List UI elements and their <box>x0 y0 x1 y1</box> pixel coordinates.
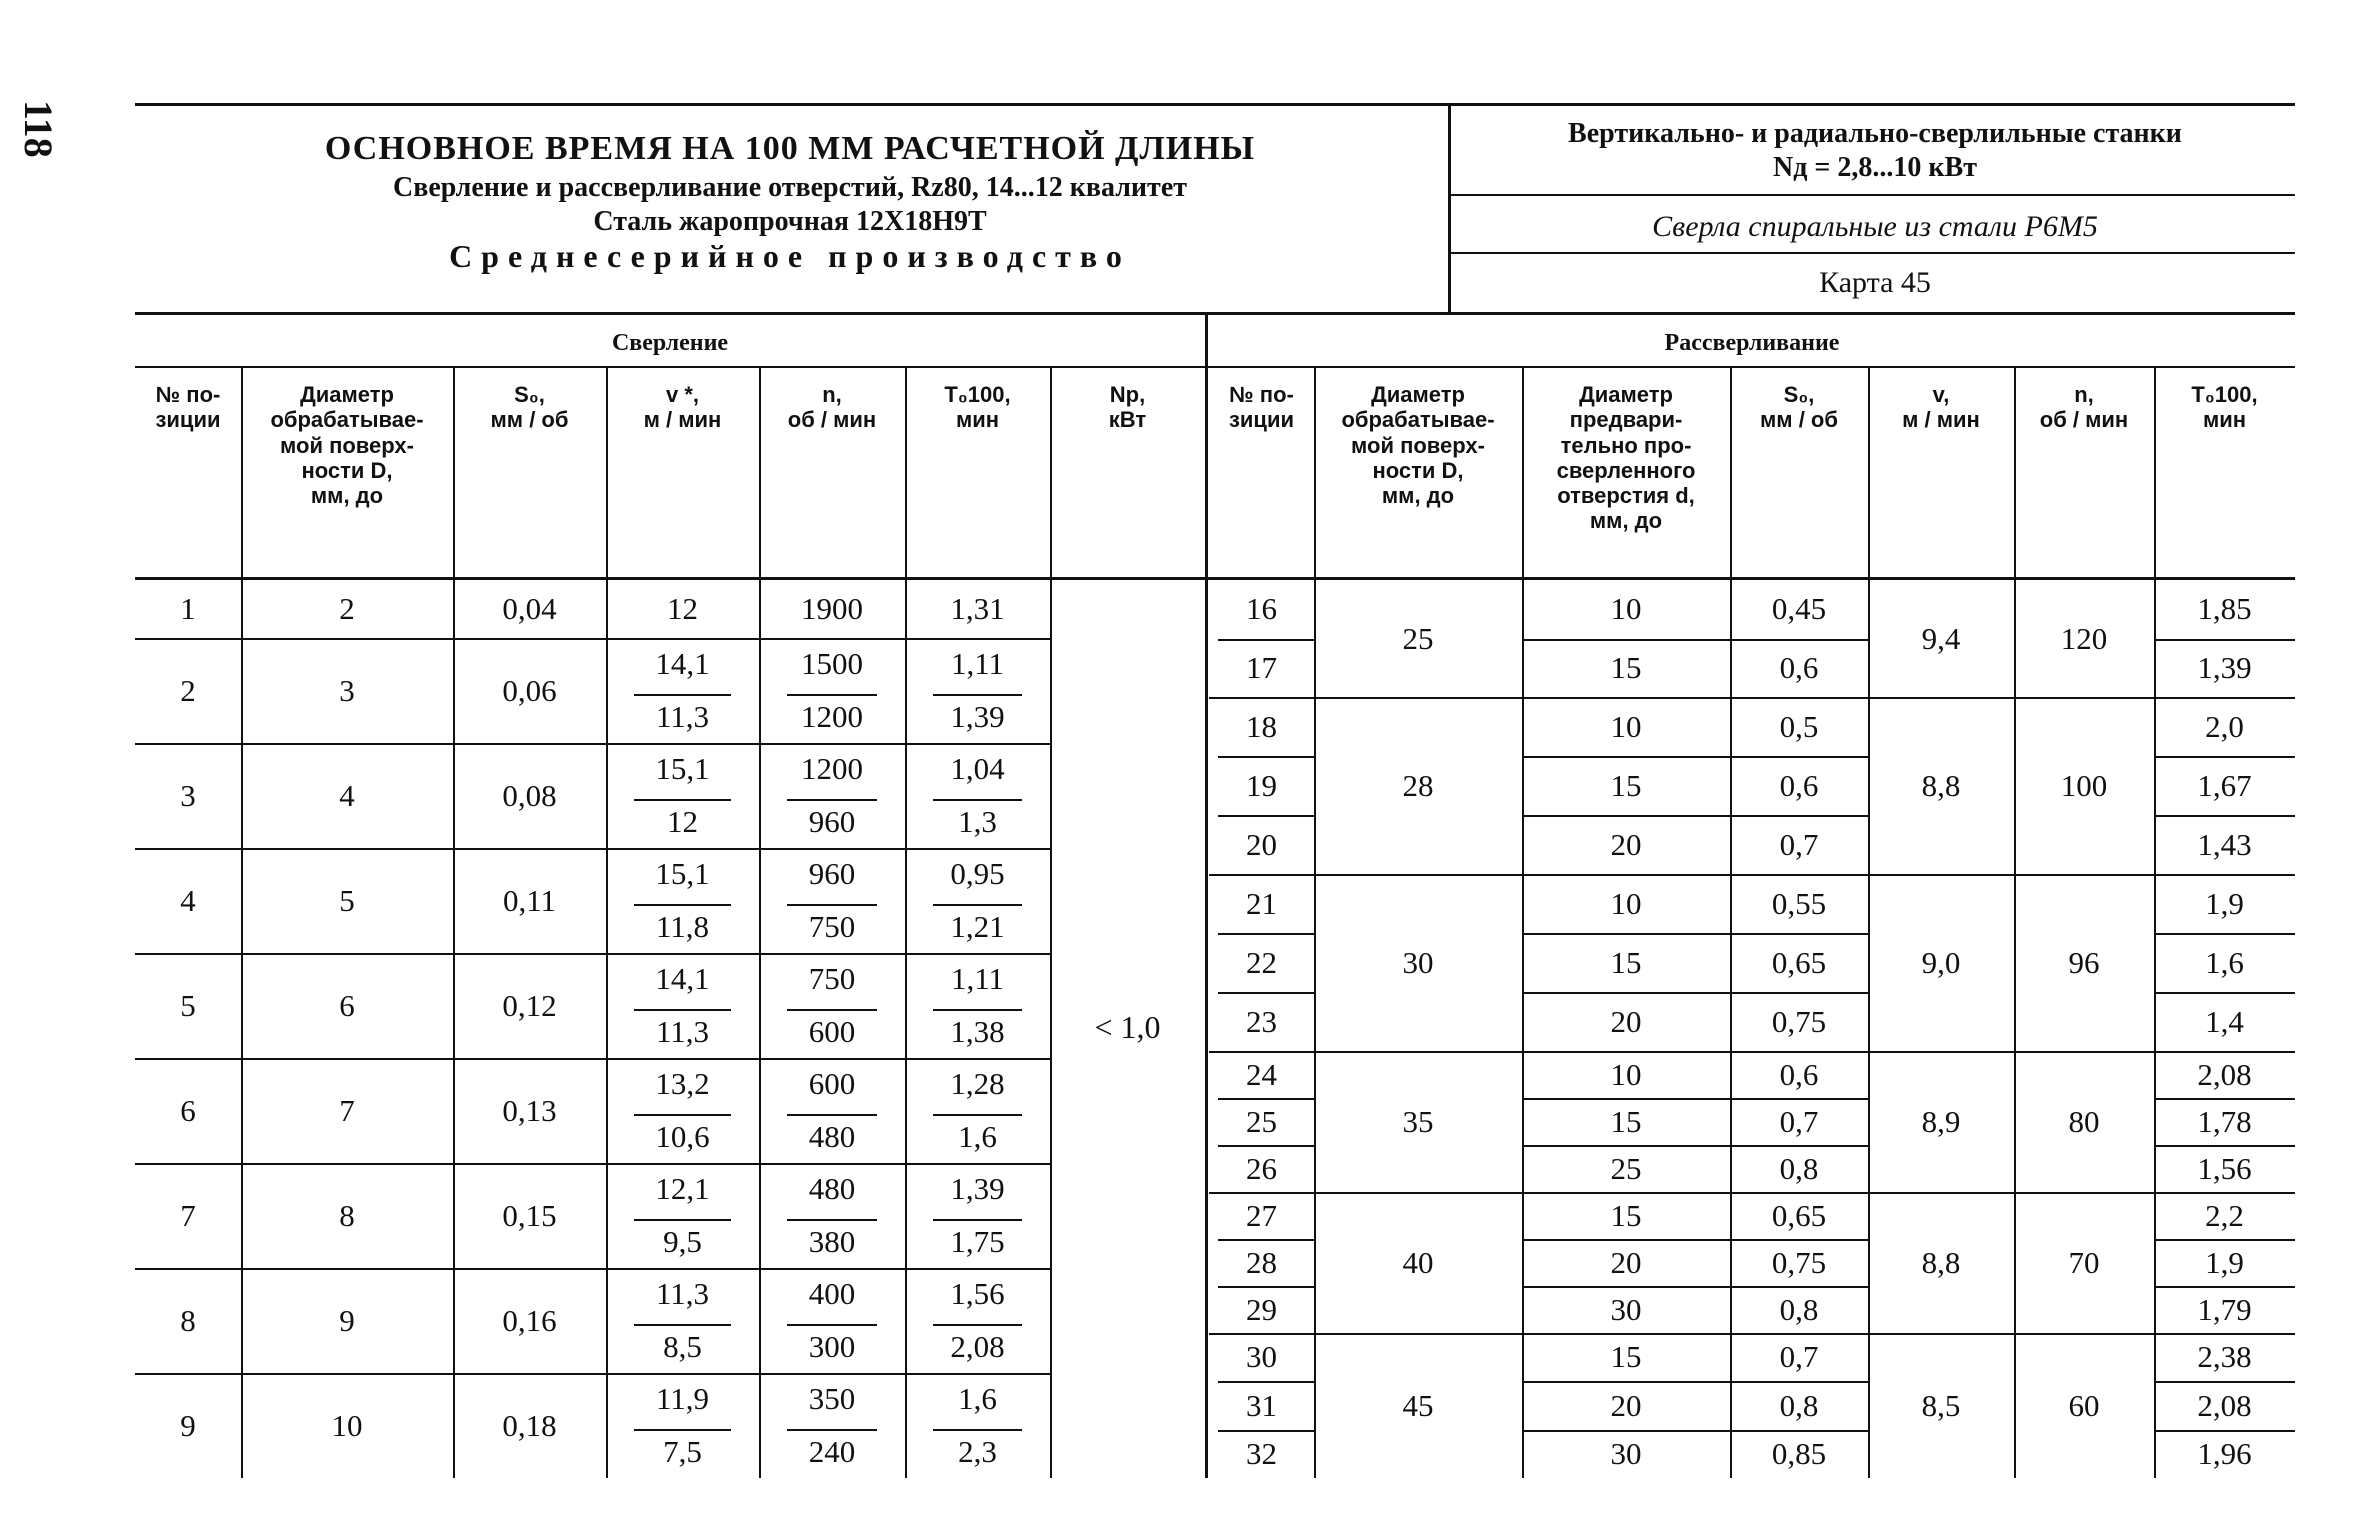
rpm-cell: 96 <box>2068 944 2100 980</box>
fraction-rule <box>787 904 877 906</box>
fraction-rule <box>787 1114 877 1116</box>
v-value-bottom: 10,6 <box>655 1118 710 1154</box>
column-rule <box>453 366 455 1478</box>
col-header-diameter: Диаметр обрабатывае- мой поверх- ности D, мм, до <box>270 382 424 509</box>
time-cell: 1,39 <box>2197 649 2252 685</box>
row-rule <box>135 848 1050 850</box>
row-rule <box>2154 992 2295 994</box>
D-cell: 40 <box>1402 1244 1434 1280</box>
predrill-diameter-cell: 10 <box>1610 1056 1642 1092</box>
page-title: ОСНОВНОЕ ВРЕМЯ НА 100 ММ РАСЧЕТНОЙ ДЛИНЫ <box>324 130 1256 167</box>
position-cell: 8 <box>180 1302 196 1338</box>
table-top-rule <box>135 312 2295 315</box>
row-rule <box>1218 1430 1314 1432</box>
row-rule <box>2154 1286 2295 1288</box>
position-cell: 5 <box>180 987 196 1023</box>
v-value-bottom: 9,5 <box>663 1223 702 1259</box>
feed-cell: 0,15 <box>502 1197 557 1233</box>
row-rule <box>1522 992 1868 994</box>
feed-cell: 0,55 <box>1771 885 1827 921</box>
column-rule <box>2014 366 2016 1478</box>
feed-cell: 0,8 <box>1779 1387 1819 1423</box>
row-rule <box>135 638 1050 640</box>
feed-cell: 0,65 <box>1771 1197 1827 1233</box>
time-cell: 1,4 <box>2205 1003 2244 1039</box>
row-rule <box>1218 1381 1314 1383</box>
column-rule <box>2154 366 2156 1478</box>
fraction-rule <box>787 1324 877 1326</box>
predrill-diameter-cell: 15 <box>1610 1197 1642 1233</box>
row-rule <box>1218 1239 1314 1241</box>
position-cell: 4 <box>180 882 196 918</box>
row-rule <box>1218 992 1314 994</box>
position-cell: 28 <box>1246 1244 1277 1280</box>
power-value: < 1,0 <box>1094 1009 1161 1045</box>
n-value-bottom: 750 <box>808 908 856 944</box>
group-rule <box>1209 1051 2295 1053</box>
diameter-cell: 6 <box>339 987 355 1023</box>
row-rule <box>1218 1098 1314 1100</box>
D-cell: 35 <box>1402 1103 1434 1139</box>
fraction-rule <box>634 1114 731 1116</box>
feed-cell: 0,13 <box>502 1092 557 1128</box>
predrill-diameter-cell: 15 <box>1610 767 1642 803</box>
row-rule <box>1522 639 1868 641</box>
row-rule <box>2154 639 2295 641</box>
time-cell: 2,08 <box>2197 1056 2252 1092</box>
n-value-bottom: 480 <box>808 1118 856 1154</box>
position-cell: 32 <box>1246 1435 1277 1471</box>
feed-cell: 0,7 <box>1779 826 1819 862</box>
header-bottom-rule <box>135 577 2295 580</box>
col-header-pos-r: № по- зиции <box>1228 382 1295 433</box>
feed-cell: 0,65 <box>1771 944 1827 980</box>
time-cell: 1,85 <box>2197 591 2252 627</box>
fraction-rule <box>787 799 877 801</box>
row-rule <box>1218 1286 1314 1288</box>
predrill-diameter-cell: 30 <box>1610 1435 1642 1471</box>
speed-cell: 8,5 <box>1921 1387 1961 1423</box>
column-rule <box>606 366 608 1478</box>
feed-cell: 0,75 <box>1771 1244 1827 1280</box>
t-value-top: 1,56 <box>950 1276 1005 1311</box>
row-rule <box>2154 756 2295 758</box>
predrill-diameter-cell: 15 <box>1610 1103 1642 1139</box>
fraction-rule <box>634 1009 731 1011</box>
t-value-top: 1,04 <box>950 751 1005 786</box>
fraction-rule <box>933 694 1022 696</box>
row-rule <box>1522 1145 1868 1147</box>
row-rule <box>1218 1145 1314 1147</box>
row-rule <box>2154 1381 2295 1383</box>
row-rule <box>1522 1098 1868 1100</box>
predrill-diameter-cell: 30 <box>1610 1291 1642 1327</box>
feed-cell: 0,8 <box>1779 1291 1819 1327</box>
row-rule <box>1522 756 1868 758</box>
fraction-rule <box>787 1219 877 1221</box>
diameter-cell: 4 <box>339 777 355 813</box>
position-cell: 3 <box>180 777 196 813</box>
row-rule <box>2154 1145 2295 1147</box>
t-value-top: 1,28 <box>950 1066 1005 1101</box>
rpm-cell: 120 <box>2060 620 2108 656</box>
n-value-bottom: 300 <box>808 1328 856 1364</box>
row-rule <box>1218 639 1314 641</box>
rpm-cell: 80 <box>2068 1103 2100 1139</box>
n-value-top: 480 <box>808 1171 856 1206</box>
rpm-cell: 70 <box>2068 1244 2100 1280</box>
t-value-top: 1,39 <box>950 1171 1005 1206</box>
fraction-rule <box>634 1324 731 1326</box>
n-value-top: 350 <box>808 1381 856 1416</box>
position-cell: 22 <box>1246 944 1277 980</box>
fraction-rule <box>933 1324 1022 1326</box>
position-cell: 26 <box>1246 1150 1277 1186</box>
position-cell: 6 <box>180 1092 196 1128</box>
t-value-top: 1,6 <box>958 1381 997 1416</box>
feed-cell: 0,12 <box>502 987 557 1023</box>
fraction-rule <box>634 1429 731 1431</box>
feed-cell: 0,8 <box>1779 1150 1819 1186</box>
col-header-feed: S₀, мм / об <box>490 382 569 433</box>
row-rule <box>1522 933 1868 935</box>
row-rule <box>2154 933 2295 935</box>
t-value-bottom: 2,08 <box>950 1328 1005 1364</box>
feed-cell: 0,08 <box>502 777 557 813</box>
D-cell: 30 <box>1402 944 1434 980</box>
right-header-rule-2 <box>1451 252 2295 254</box>
diameter-cell: 5 <box>339 882 355 918</box>
n-value-top: 750 <box>808 961 856 996</box>
position-cell: 31 <box>1246 1387 1277 1423</box>
position-cell: 19 <box>1246 767 1277 803</box>
tool-label: Сверла спиральные из стали Р6М5 <box>1652 210 2098 243</box>
feed-cell: 0,16 <box>502 1302 557 1338</box>
group-rule <box>1209 874 2295 876</box>
position-cell: 1 <box>180 591 196 626</box>
v-value-bottom: 7,5 <box>663 1433 702 1469</box>
v-value-top: 15,1 <box>655 856 710 891</box>
predrill-diameter-cell: 20 <box>1610 826 1642 862</box>
time-cell: 2,08 <box>2197 1387 2252 1423</box>
D-cell: 45 <box>1402 1387 1434 1423</box>
v-value-bottom: 11,3 <box>655 1013 710 1049</box>
t-value-bottom: 1,38 <box>950 1013 1005 1049</box>
row-rule <box>1522 1430 1868 1432</box>
position-cell: 30 <box>1246 1339 1277 1375</box>
group-rule <box>1209 1333 2295 1335</box>
fraction-rule <box>787 1009 877 1011</box>
row-rule <box>2154 1098 2295 1100</box>
predrill-diameter-cell: 10 <box>1610 591 1642 627</box>
column-rule <box>1868 366 1870 1478</box>
time-cell: 1,43 <box>2197 826 2252 862</box>
feed-cell: 0,6 <box>1779 1056 1819 1092</box>
col-header-rpm-r: n, об / мин <box>2039 382 2129 433</box>
predrill-diameter-cell: 15 <box>1610 944 1642 980</box>
v-cell: 12 <box>667 591 698 626</box>
feed-cell: 0,85 <box>1771 1435 1827 1471</box>
n-value-bottom: 600 <box>808 1013 856 1049</box>
row-rule <box>135 743 1050 745</box>
feed-cell: 0,06 <box>502 672 557 708</box>
t-value-bottom: 1,21 <box>950 908 1005 944</box>
n-value-top: 1200 <box>801 751 863 786</box>
position-cell: 20 <box>1246 826 1277 862</box>
row-rule <box>2154 815 2295 817</box>
v-value-top: 15,1 <box>655 751 710 786</box>
feed-cell: 0,6 <box>1779 649 1819 685</box>
n-cell: 1900 <box>801 591 863 626</box>
col-header-time-r: T₀100, мин <box>2191 382 2258 433</box>
predrill-diameter-cell: 20 <box>1610 1387 1642 1423</box>
D-cell: 28 <box>1402 767 1434 803</box>
column-rule <box>1050 366 1052 1478</box>
position-cell: 16 <box>1246 591 1277 627</box>
col-header-speed-r: v, м / мин <box>1902 382 1980 433</box>
predrill-diameter-cell: 15 <box>1610 649 1642 685</box>
row-rule <box>1522 1381 1868 1383</box>
predrill-diameter-cell: 10 <box>1610 708 1642 744</box>
group-rule <box>1209 1192 2295 1194</box>
feed-cell: 0,7 <box>1779 1103 1819 1139</box>
section-divider <box>1205 312 1208 1478</box>
row-rule <box>1522 1239 1868 1241</box>
position-cell: 25 <box>1246 1103 1277 1139</box>
v-value-top: 14,1 <box>655 646 710 681</box>
material-title: Сталь жаропрочная 12Х18Н9Т <box>593 206 987 237</box>
feed-cell: 0,75 <box>1771 1003 1827 1039</box>
n-value-top: 1500 <box>801 646 863 681</box>
t-value-bottom: 2,3 <box>958 1433 997 1469</box>
position-cell: 27 <box>1246 1197 1277 1233</box>
feed-cell: 0,6 <box>1779 767 1819 803</box>
col-header-rpm: n, об / мин <box>787 382 877 433</box>
n-value-bottom: 1200 <box>801 698 863 734</box>
fraction-rule <box>933 1429 1022 1431</box>
time-cell: 1,9 <box>2205 1244 2244 1280</box>
v-value-top: 14,1 <box>655 961 710 996</box>
feed-cell: 0,45 <box>1771 591 1827 627</box>
fraction-rule <box>787 694 877 696</box>
rpm-cell: 100 <box>2060 767 2108 803</box>
v-value-top: 11,3 <box>655 1276 710 1311</box>
v-value-bottom: 12 <box>667 803 698 839</box>
diameter-cell: 3 <box>339 672 355 708</box>
time-cell: 1,79 <box>2197 1291 2252 1327</box>
col-header-power: Nр, кВт <box>1108 382 1147 433</box>
fraction-rule <box>634 799 731 801</box>
time-cell: 1,96 <box>2197 1435 2252 1471</box>
speed-cell: 8,8 <box>1921 1244 1961 1280</box>
speed-cell: 8,9 <box>1921 1103 1961 1139</box>
t-value-top: 0,95 <box>950 856 1005 891</box>
t-value-top: 1,11 <box>950 646 1005 681</box>
fraction-rule <box>634 1219 731 1221</box>
v-value-top: 11,9 <box>655 1381 710 1416</box>
speed-cell: 9,0 <box>1921 944 1961 980</box>
position-cell: 23 <box>1246 1003 1277 1039</box>
row-rule <box>1522 815 1868 817</box>
predrill-diameter-cell: 25 <box>1610 1150 1642 1186</box>
fraction-rule <box>634 904 731 906</box>
position-cell: 17 <box>1246 649 1277 685</box>
fraction-rule <box>933 799 1022 801</box>
col-header-d-r: Диаметр предвари- тельно про- сверленного отверстия d, мм, до <box>1556 382 1696 534</box>
time-cell: 1,67 <box>2197 767 2252 803</box>
col-header-time: T₀100, мин <box>944 382 1011 433</box>
position-cell: 29 <box>1246 1291 1277 1327</box>
time-cell: 2,38 <box>2197 1339 2252 1375</box>
n-value-bottom: 960 <box>808 803 856 839</box>
col-header-speed: v *, м / мин <box>643 382 722 433</box>
row-rule <box>135 953 1050 955</box>
column-rule <box>1730 366 1732 1478</box>
predrill-diameter-cell: 15 <box>1610 1339 1642 1375</box>
machines-label: Вертикально- и радиально-сверлильные станки <box>1568 118 2182 149</box>
predrill-diameter-cell: 20 <box>1610 1244 1642 1280</box>
time-cell: 1,9 <box>2205 885 2244 921</box>
page-number: 118 <box>16 100 61 158</box>
t-cell: 1,31 <box>950 591 1005 626</box>
row-rule <box>2154 1239 2295 1241</box>
column-rule <box>905 366 907 1478</box>
row-rule <box>135 1163 1050 1165</box>
fraction-rule <box>634 694 731 696</box>
D-cell: 25 <box>1402 620 1434 656</box>
t-value-bottom: 1,3 <box>958 803 997 839</box>
right-header-rule-1 <box>1451 194 2295 196</box>
v-value-bottom: 8,5 <box>663 1328 702 1364</box>
production-type: Среднесерийное производство <box>449 238 1131 274</box>
fraction-rule <box>933 1219 1022 1221</box>
time-cell: 1,56 <box>2197 1150 2252 1186</box>
feed-cell: 0,5 <box>1779 708 1819 744</box>
diameter-cell: 9 <box>339 1302 355 1338</box>
diameter-cell: 2 <box>339 591 355 626</box>
speed-cell: 8,8 <box>1921 767 1961 803</box>
n-value-bottom: 240 <box>808 1433 856 1469</box>
top-rule <box>135 103 2295 106</box>
column-rule <box>241 366 243 1478</box>
fraction-rule <box>933 1009 1022 1011</box>
row-rule <box>1522 1286 1868 1288</box>
page-subtitle: Сверление и рассверливание отверстий, Rz80, 14...12 квалитет <box>393 172 1187 203</box>
n-value-bottom: 380 <box>808 1223 856 1259</box>
card-label: Карта 45 <box>1819 266 1931 299</box>
group-rule <box>1209 697 2295 699</box>
feed-cell: 0,18 <box>502 1407 557 1443</box>
section-rule <box>135 366 2295 368</box>
time-cell: 1,6 <box>2205 944 2244 980</box>
feed-cell: 0,11 <box>502 882 557 918</box>
col-header-feed-r: S₀, мм / об <box>1760 382 1838 433</box>
position-cell: 24 <box>1246 1056 1277 1092</box>
drilling-section-title: Сверление <box>611 330 729 356</box>
t-value-top: 1,11 <box>950 961 1005 996</box>
v-value-bottom: 11,3 <box>655 698 710 734</box>
reaming-section-title: Рассверливание <box>1664 330 1840 356</box>
fraction-rule <box>787 1429 877 1431</box>
row-rule <box>1218 815 1314 817</box>
position-cell: 18 <box>1246 708 1277 744</box>
position-cell: 21 <box>1246 885 1277 921</box>
predrill-diameter-cell: 10 <box>1610 885 1642 921</box>
rpm-cell: 60 <box>2068 1387 2100 1423</box>
time-cell: 2,2 <box>2205 1197 2244 1233</box>
row-rule <box>1218 933 1314 935</box>
position-cell: 9 <box>180 1407 196 1443</box>
position-cell: 7 <box>180 1197 196 1233</box>
n-value-top: 960 <box>808 856 856 891</box>
t-value-bottom: 1,75 <box>950 1223 1005 1259</box>
feed-cell: 0,04 <box>502 591 557 626</box>
header-divider <box>1448 106 1451 312</box>
v-value-bottom: 11,8 <box>655 908 710 944</box>
t-value-bottom: 1,6 <box>958 1118 997 1154</box>
power-label: Nд = 2,8...10 кВт <box>1773 152 1977 183</box>
col-header-pos: № по- зиции <box>155 382 221 433</box>
row-rule <box>135 1058 1050 1060</box>
speed-cell: 9,4 <box>1921 620 1961 656</box>
col-header-D-r: Диаметр обрабатывае- мой поверх- ности D, мм, до <box>1341 382 1495 509</box>
time-cell: 2,0 <box>2205 708 2244 744</box>
row-rule <box>135 1373 1050 1375</box>
fraction-rule <box>933 904 1022 906</box>
position-cell: 2 <box>180 672 196 708</box>
column-rule <box>1522 366 1524 1478</box>
n-value-top: 600 <box>808 1066 856 1101</box>
row-rule <box>2154 1430 2295 1432</box>
predrill-diameter-cell: 20 <box>1610 1003 1642 1039</box>
row-rule <box>135 1268 1050 1270</box>
t-value-bottom: 1,39 <box>950 698 1005 734</box>
diameter-cell: 8 <box>339 1197 355 1233</box>
feed-cell: 0,7 <box>1779 1339 1819 1375</box>
column-rule <box>759 366 761 1478</box>
diameter-cell: 7 <box>339 1092 355 1128</box>
column-rule <box>1314 366 1316 1478</box>
time-cell: 1,78 <box>2197 1103 2252 1139</box>
v-value-top: 12,1 <box>655 1171 710 1206</box>
diameter-cell: 10 <box>331 1407 363 1443</box>
row-rule <box>1218 756 1314 758</box>
n-value-top: 400 <box>808 1276 856 1311</box>
v-value-top: 13,2 <box>655 1066 710 1101</box>
fraction-rule <box>933 1114 1022 1116</box>
